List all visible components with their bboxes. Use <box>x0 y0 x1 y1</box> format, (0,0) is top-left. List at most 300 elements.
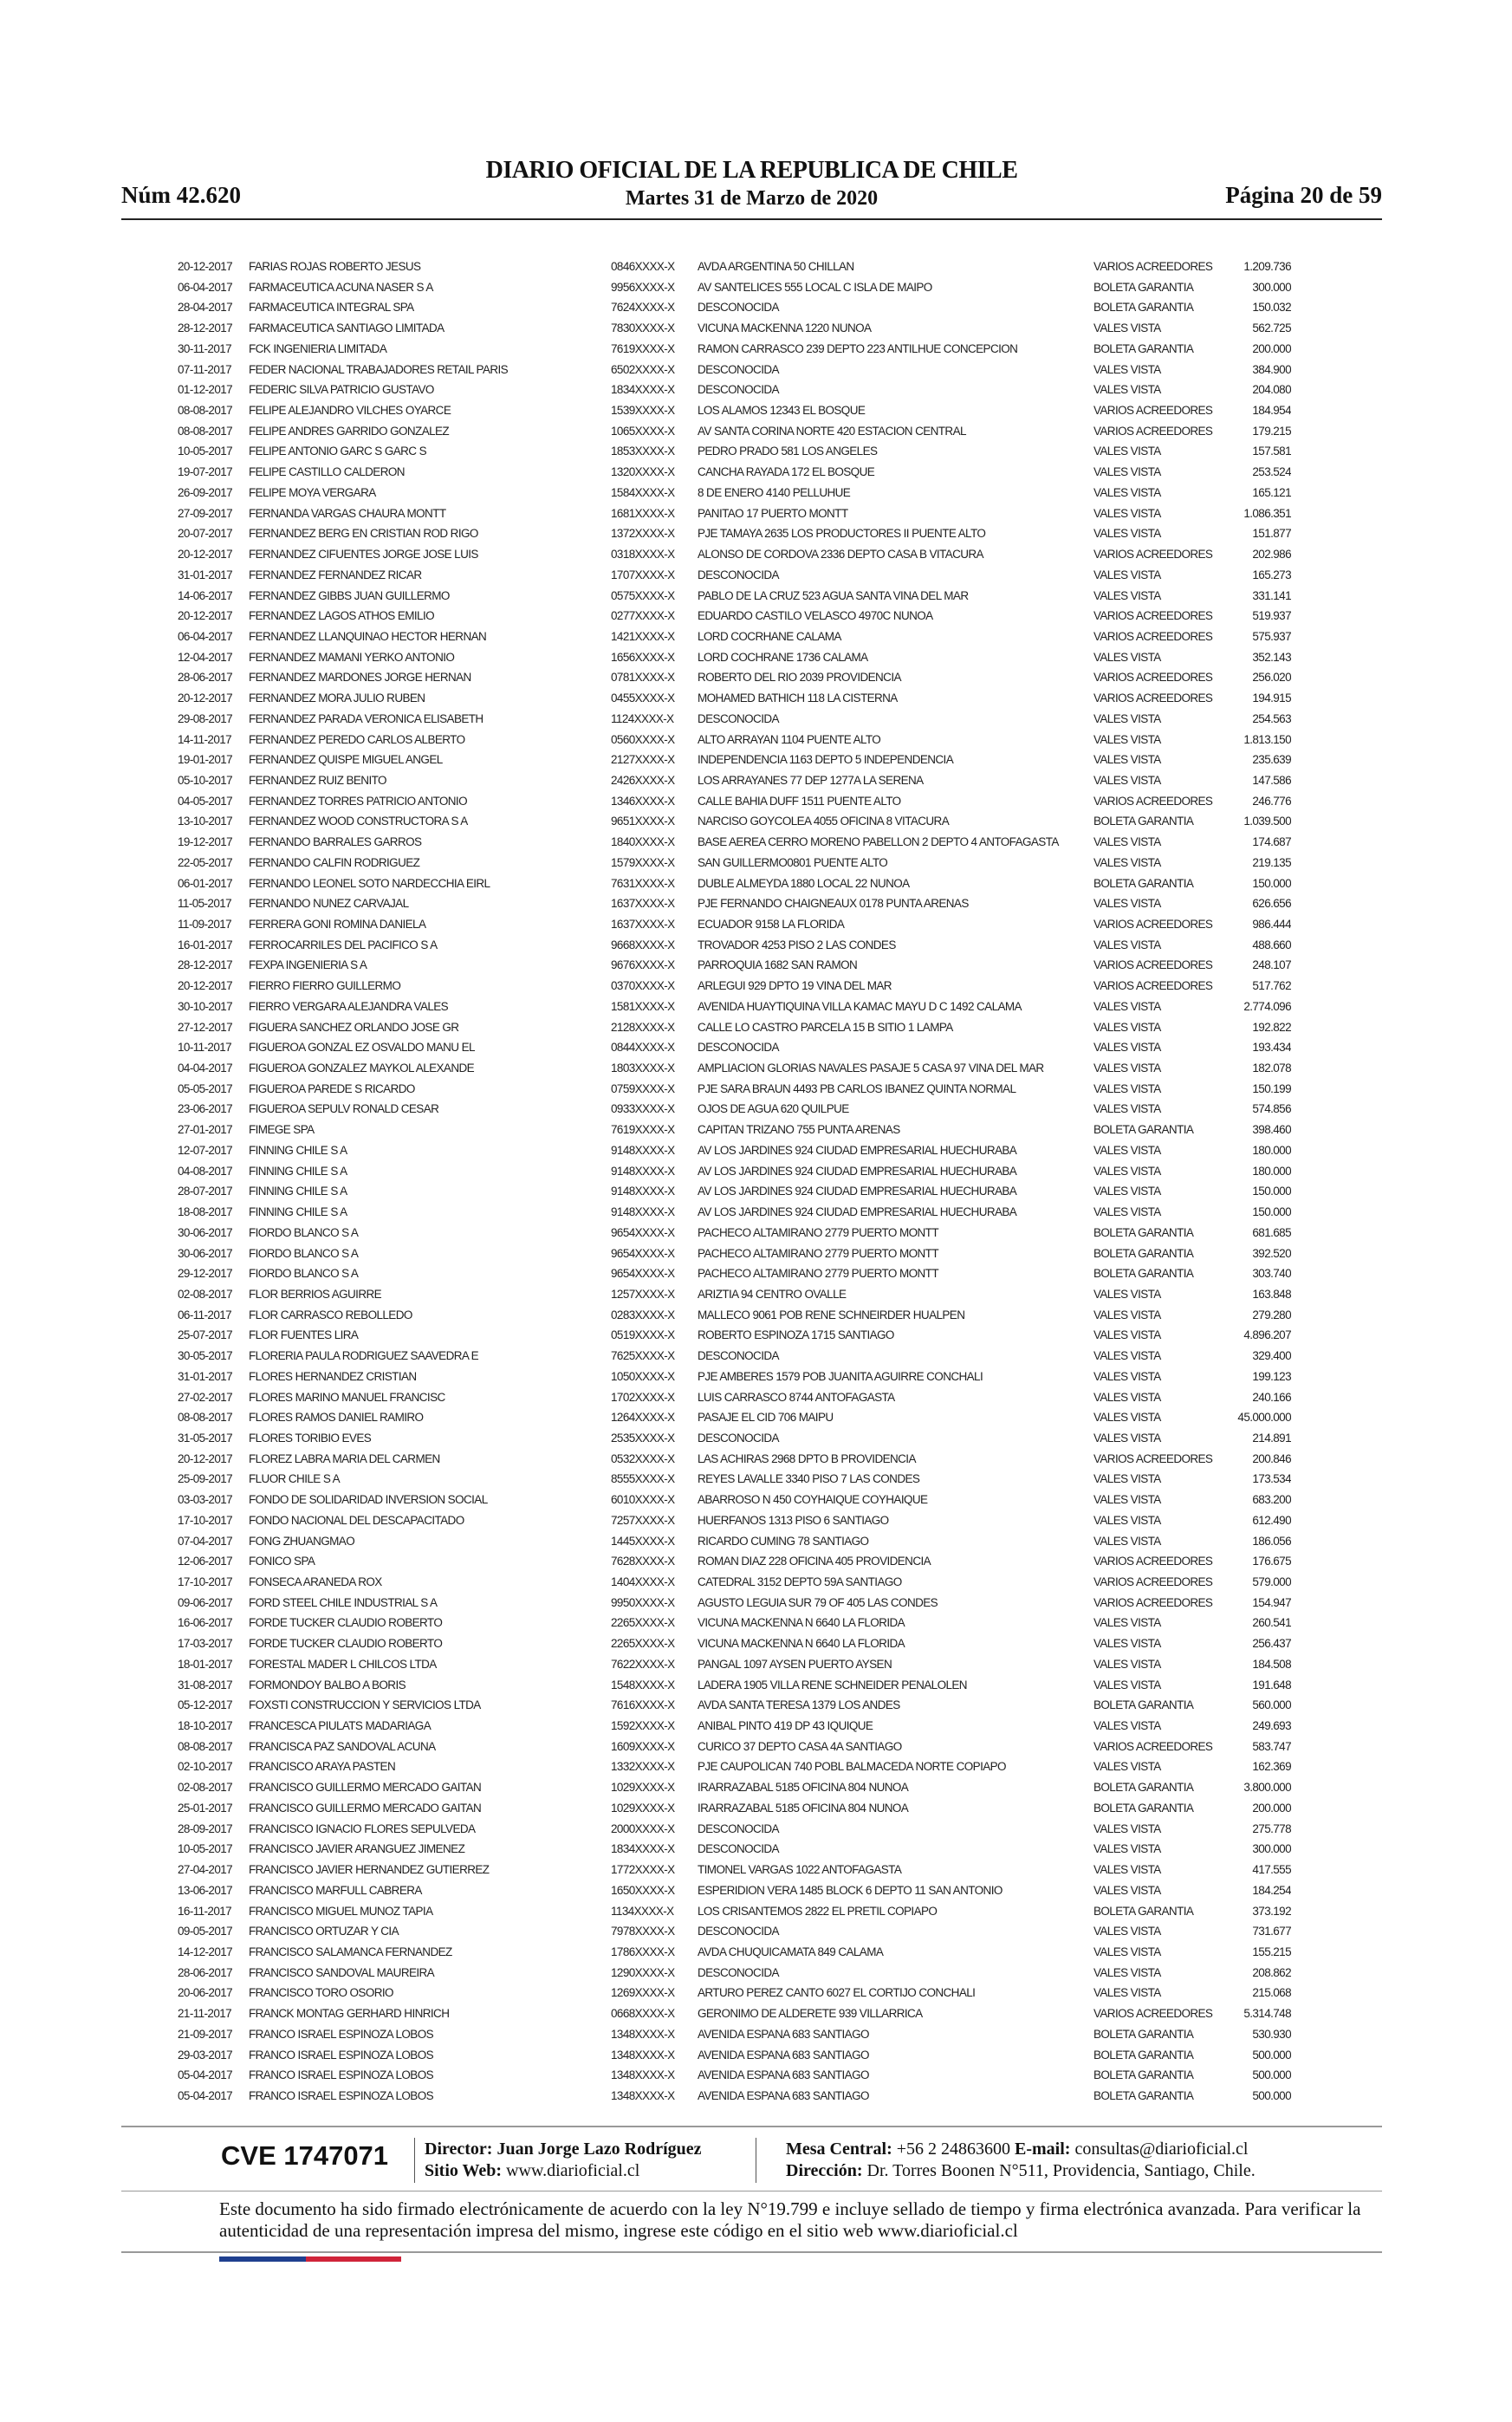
row-rut: 1637XXXX-X <box>611 918 675 931</box>
row-rut: 7628XXXX-X <box>611 1555 675 1568</box>
row-address: CALLE LO CASTRO PARCELA 15 B SITIO 1 LAMPA <box>698 1020 953 1034</box>
row-type: VALES VISTA <box>1093 1411 1161 1425</box>
row-address: MALLECO 9061 POB RENE SCHNEIRDER HUALPEN <box>698 1308 965 1321</box>
row-amount: 191.648 <box>1252 1678 1291 1692</box>
row-type: VALES VISTA <box>1093 1205 1161 1219</box>
row-address: VICUNA MACKENNA 1220 NUNOA <box>698 321 872 335</box>
row-rut: 9654XXXX-X <box>611 1267 675 1281</box>
row-rut: 1656XXXX-X <box>611 650 675 664</box>
row-name: FRANCISCO SANDOVAL MAUREIRA <box>249 1965 435 1979</box>
row-name: FLOR CARRASCO REBOLLEDO <box>249 1308 412 1321</box>
row-address: MOHAMED BATHICH 118 LA CISTERNA <box>698 692 898 705</box>
row-date: 19-07-2017 <box>178 465 233 479</box>
row-address: AV LOS JARDINES 924 CIUDAD EMPRESARIAL HUECHURABA <box>698 1164 1017 1178</box>
row-amount: 253.524 <box>1252 465 1291 479</box>
table-row <box>173 709 1291 730</box>
row-date: 02-08-2017 <box>178 1781 233 1795</box>
row-type: VALES VISTA <box>1093 897 1161 911</box>
row-date: 16-01-2017 <box>178 938 233 951</box>
row-address: LADERA 1905 VILLA RENE SCHNEIDER PENALOLEN <box>698 1678 967 1692</box>
website-link[interactable]: www.diarioficial.cl <box>506 2161 640 2180</box>
page-header <box>121 156 1382 217</box>
row-address: PJE CAUPOLICAN 740 POBL BALMACEDA NORTE COPIAPO <box>698 1760 1006 1774</box>
row-name: FARIAS ROJAS ROBERTO JESUS <box>249 260 421 273</box>
row-address: ROBERTO DEL RIO 2039 PROVIDENCIA <box>698 671 901 685</box>
row-rut: 1257XXXX-X <box>611 1287 675 1301</box>
row-name: FERNANDO NUNEZ CARVAJAL <box>249 897 409 911</box>
row-type: VALES VISTA <box>1093 999 1161 1013</box>
table-row <box>173 1490 1291 1510</box>
table-row <box>173 297 1291 318</box>
row-type: BOLETA GARANTIA <box>1093 301 1194 315</box>
row-date: 04-08-2017 <box>178 1164 233 1178</box>
row-rut: 0283XXXX-X <box>611 1308 675 1321</box>
row-name: FIGUEROA PAREDE S RICARDO <box>249 1081 415 1095</box>
row-type: VALES VISTA <box>1093 773 1161 787</box>
row-address: PJE TAMAYA 2635 LOS PRODUCTORES II PUENTE ALTO <box>698 527 986 541</box>
row-name: FELIPE ANTONIO GARC S GARC S <box>249 445 427 458</box>
table-row <box>173 1777 1291 1798</box>
row-amount: 184.254 <box>1252 1883 1291 1897</box>
row-amount: 329.400 <box>1252 1349 1291 1363</box>
row-amount: 165.121 <box>1252 485 1291 499</box>
table-row <box>173 1983 1291 2003</box>
publication-title: DIARIO OFICIAL DE LA REPUBLICA DE CHILE <box>485 157 1018 184</box>
row-rut: 9654XXXX-X <box>611 1246 675 1260</box>
row-name: FLOR BERRIOS AGUIRRE <box>249 1287 382 1301</box>
row-amount: 248.107 <box>1252 958 1291 972</box>
row-amount: 500.000 <box>1252 2048 1291 2062</box>
row-rut: 1134XXXX-X <box>611 1904 674 1918</box>
row-rut: 2535XXXX-X <box>611 1431 675 1445</box>
row-type: VALES VISTA <box>1093 1062 1161 1075</box>
row-date: 12-07-2017 <box>178 1143 233 1157</box>
email-link[interactable]: consultas@diarioficial.cl <box>1074 2140 1249 2159</box>
row-name: FIGUEROA GONZALEZ MAYKOL ALEXANDE <box>249 1062 475 1075</box>
row-name: FRANCO ISRAEL ESPINOZA LOBOS <box>249 2027 434 2041</box>
table-row <box>173 1737 1291 1757</box>
row-date: 25-07-2017 <box>178 1328 233 1342</box>
row-type: VALES VISTA <box>1093 1925 1161 1938</box>
row-address: DESCONOCIDA <box>698 1842 779 1856</box>
row-address: TROVADOR 4253 PISO 2 LAS CONDES <box>698 938 896 951</box>
table-row <box>173 1942 1291 1963</box>
row-rut: 2426XXXX-X <box>611 773 675 787</box>
row-name: FONG ZHUANGMAO <box>249 1534 355 1548</box>
table-row <box>173 1202 1291 1223</box>
row-rut: 7257XXXX-X <box>611 1513 675 1527</box>
row-address: REYES LAVALLE 3340 PISO 7 LAS CONDES <box>698 1472 920 1486</box>
row-type: VALES VISTA <box>1093 835 1161 849</box>
row-type: VARIOS ACREEDORES <box>1093 424 1213 438</box>
row-address: DESCONOCIDA <box>698 568 779 581</box>
row-date: 14-06-2017 <box>178 588 233 602</box>
row-address: AVDA SANTA TERESA 1379 LOS ANDES <box>698 1698 900 1712</box>
row-name: FERNANDO CALFIN RODRIGUEZ <box>249 855 420 869</box>
row-address: DESCONOCIDA <box>698 1821 779 1835</box>
row-name: FARMACEUTICA INTEGRAL SPA <box>249 301 414 315</box>
masthead <box>121 156 1382 211</box>
row-amount: 147.586 <box>1252 773 1291 787</box>
row-rut: 1548XXXX-X <box>611 1678 675 1692</box>
row-rut: 1124XXXX-X <box>611 711 674 725</box>
table-row <box>173 360 1291 380</box>
row-date: 21-09-2017 <box>178 2027 233 2041</box>
row-type: BOLETA GARANTIA <box>1093 1225 1194 1239</box>
row-type: VALES VISTA <box>1093 1164 1161 1178</box>
row-address: AVENIDA ESPANA 683 SANTIAGO <box>698 2048 869 2062</box>
row-date: 14-11-2017 <box>178 732 232 746</box>
table-row <box>173 1654 1291 1675</box>
row-address: PJE FERNANDO CHAIGNEAUX 0178 PUNTA ARENAS <box>698 897 969 911</box>
row-rut: 1269XXXX-X <box>611 1986 675 2000</box>
row-name: FONICO SPA <box>249 1555 315 1568</box>
table-row <box>173 421 1291 442</box>
row-date: 27-02-2017 <box>178 1390 233 1404</box>
row-name: FLORES MARINO MANUEL FRANCISC <box>249 1390 445 1404</box>
row-date: 18-08-2017 <box>178 1205 233 1219</box>
row-amount: 530.930 <box>1252 2027 1291 2041</box>
row-rut: 1853XXXX-X <box>611 445 675 458</box>
table-row <box>173 853 1291 873</box>
row-name: FCK INGENIERIA LIMITADA <box>249 341 387 355</box>
table-row <box>173 997 1291 1017</box>
row-name: FEXPA INGENIERIA S A <box>249 958 367 972</box>
table-row <box>173 791 1291 812</box>
table-row <box>173 483 1291 503</box>
row-type: VALES VISTA <box>1093 1657 1161 1671</box>
director-label: Director: <box>425 2140 493 2159</box>
table-row <box>173 2024 1291 2045</box>
row-date: 13-10-2017 <box>178 815 233 828</box>
row-address: PACHECO ALTAMIRANO 2779 PUERTO MONTT <box>698 1246 938 1260</box>
row-address: LOS ARRAYANES 77 DEP 1277A LA SERENA <box>698 773 924 787</box>
row-rut: 1029XXXX-X <box>611 1801 675 1815</box>
row-date: 28-04-2017 <box>178 301 233 315</box>
row-amount: 392.520 <box>1252 1246 1291 1260</box>
table-row <box>173 2045 1291 2066</box>
row-rut: 1637XXXX-X <box>611 897 675 911</box>
row-name: FRANCISCO GUILLERMO MERCADO GAITAN <box>249 1781 482 1795</box>
row-name: FLORES TORIBIO EVES <box>249 1431 372 1445</box>
row-address: AV LOS JARDINES 924 CIUDAD EMPRESARIAL HUECHURABA <box>698 1143 1017 1157</box>
row-amount: 214.891 <box>1252 1431 1291 1445</box>
table-row <box>173 1449 1291 1470</box>
row-name: FERNANDEZ PARADA VERONICA ELISABETH <box>249 711 483 725</box>
row-date: 27-04-2017 <box>178 1863 233 1877</box>
table-row <box>173 1572 1291 1593</box>
row-address: CAPITAN TRIZANO 755 PUNTA ARENAS <box>698 1123 900 1137</box>
table-row <box>173 2003 1291 2024</box>
records-table <box>173 256 1291 2107</box>
row-name: FIORDO BLANCO S A <box>249 1267 359 1281</box>
table-row <box>173 647 1291 668</box>
row-type: BOLETA GARANTIA <box>1093 1801 1194 1815</box>
row-address: ALONSO DE CORDOVA 2336 DEPTO CASA B VITACURA <box>698 548 983 562</box>
row-type: VALES VISTA <box>1093 1431 1161 1445</box>
row-name: FRANCISCO JAVIER HERNANDEZ GUTIERREZ <box>249 1863 490 1877</box>
table-row <box>173 400 1291 421</box>
row-address: ABARROSO N 450 COYHAIQUE COYHAIQUE <box>698 1493 928 1507</box>
row-date: 16-11-2017 <box>178 1904 232 1918</box>
row-type: VALES VISTA <box>1093 1986 1161 2000</box>
row-address: ARIZTIA 94 CENTRO OVALLE <box>698 1287 847 1301</box>
table-row <box>173 1695 1291 1716</box>
row-address: CANCHA RAYADA 172 EL BOSQUE <box>698 465 875 479</box>
row-address: DESCONOCIDA <box>698 711 779 725</box>
row-amount: 249.693 <box>1252 1719 1291 1733</box>
row-name: FERNANDEZ BERG EN CRISTIAN ROD RIGO <box>249 527 478 541</box>
row-address: LOS CRISANTEMOS 2822 EL PRETIL COPIAPO <box>698 1904 938 1918</box>
table-row <box>173 1716 1291 1737</box>
row-date: 19-01-2017 <box>178 753 233 767</box>
row-amount: 180.000 <box>1252 1143 1291 1157</box>
row-amount: 417.555 <box>1252 1863 1291 1877</box>
row-address: CURICO 37 DEPTO CASA 4A SANTIAGO <box>698 1739 902 1753</box>
row-type: VALES VISTA <box>1093 1863 1161 1877</box>
row-type: VARIOS ACREEDORES <box>1093 958 1213 972</box>
row-address: DESCONOCIDA <box>698 362 779 376</box>
footer-divider-top <box>121 2126 1382 2127</box>
row-name: FIGUEROA SEPULV RONALD CESAR <box>249 1102 439 1116</box>
row-rut: 0318XXXX-X <box>611 548 675 562</box>
row-address: ARLEGUI 929 DPTO 19 VINA DEL MAR <box>698 979 892 993</box>
row-address: AV SANTA CORINA NORTE 420 ESTACION CENTRAL <box>698 424 966 438</box>
row-amount: 254.563 <box>1252 711 1291 725</box>
row-amount: 150.000 <box>1252 1205 1291 1219</box>
footer-separator <box>414 2138 415 2183</box>
row-address: PACHECO ALTAMIRANO 2779 PUERTO MONTT <box>698 1225 938 1239</box>
table-row <box>173 256 1291 277</box>
row-date: 06-04-2017 <box>178 629 233 643</box>
row-date: 02-10-2017 <box>178 1760 233 1774</box>
row-type: VALES VISTA <box>1093 465 1161 479</box>
table-row <box>173 277 1291 298</box>
row-amount: 3.800.000 <box>1243 1781 1291 1795</box>
row-address: RAMON CARRASCO 239 DEPTO 223 ANTILHUE CONCEPCION <box>698 341 1018 355</box>
row-address: IRARRAZABAL 5185 OFICINA 804 NUNOA <box>698 1781 909 1795</box>
row-amount: 562.725 <box>1252 321 1291 335</box>
table-row <box>173 441 1291 462</box>
row-name: FINNING CHILE S A <box>249 1143 347 1157</box>
row-amount: 2.774.096 <box>1243 999 1291 1013</box>
row-date: 11-05-2017 <box>178 897 232 911</box>
row-address: PANITAO 17 PUERTO MONTT <box>698 506 848 520</box>
row-date: 21-11-2017 <box>178 2007 232 2021</box>
row-name: FINNING CHILE S A <box>249 1164 347 1178</box>
row-rut: 6010XXXX-X <box>611 1493 675 1507</box>
row-type: VALES VISTA <box>1093 1185 1161 1198</box>
row-amount: 626.656 <box>1252 897 1291 911</box>
row-type: BOLETA GARANTIA <box>1093 1246 1194 1260</box>
row-date: 29-12-2017 <box>178 1267 233 1281</box>
row-amount: 173.534 <box>1252 1472 1291 1486</box>
row-date: 08-08-2017 <box>178 1411 233 1425</box>
row-address: AVENIDA ESPANA 683 SANTIAGO <box>698 2068 869 2082</box>
row-date: 30-06-2017 <box>178 1246 233 1260</box>
row-type: VALES VISTA <box>1093 711 1161 725</box>
row-amount: 202.986 <box>1252 548 1291 562</box>
row-rut: 2265XXXX-X <box>611 1616 675 1630</box>
row-rut: 9651XXXX-X <box>611 815 675 828</box>
row-type: VALES VISTA <box>1093 362 1161 376</box>
row-name: FERNANDEZ RUIZ BENITO <box>249 773 386 787</box>
row-address: AV LOS JARDINES 924 CIUDAD EMPRESARIAL HUECHURABA <box>698 1205 1017 1219</box>
row-rut: 7624XXXX-X <box>611 301 675 315</box>
row-name: FLORES HERNANDEZ CRISTIAN <box>249 1369 417 1383</box>
row-amount: 260.541 <box>1252 1616 1291 1630</box>
row-amount: 192.822 <box>1252 1020 1291 1034</box>
row-date: 09-06-2017 <box>178 1595 233 1609</box>
row-name: FLORES RAMOS DANIEL RAMIRO <box>249 1411 424 1425</box>
row-date: 03-03-2017 <box>178 1493 233 1507</box>
row-rut: 9654XXXX-X <box>611 1225 675 1239</box>
row-address: AMPLIACION GLORIAS NAVALES PASAJE 5 CASA 97 VINA DEL MAR <box>698 1062 1044 1075</box>
row-name: FARMACEUTICA ACUNA NASER S A <box>249 280 433 294</box>
row-type: VARIOS ACREEDORES <box>1093 1451 1213 1465</box>
table-row <box>173 730 1291 750</box>
table-row <box>173 503 1291 524</box>
row-address: ALTO ARRAYAN 1104 PUENTE ALTO <box>698 732 881 746</box>
table-row <box>173 1305 1291 1326</box>
row-amount: 204.080 <box>1252 383 1291 397</box>
row-type: VALES VISTA <box>1093 1945 1161 1958</box>
row-amount: 256.020 <box>1252 671 1291 685</box>
row-rut: 6502XXXX-X <box>611 362 675 376</box>
row-address: CALLE BAHIA DUFF 1511 PUENTE ALTO <box>698 794 901 808</box>
row-address: PASAJE EL CID 706 MAIPU <box>698 1411 834 1425</box>
row-address: PEDRO PRADO 581 LOS ANGELES <box>698 445 878 458</box>
row-date: 05-12-2017 <box>178 1698 233 1712</box>
row-amount: 176.675 <box>1252 1555 1291 1568</box>
row-type: BOLETA GARANTIA <box>1093 1904 1194 1918</box>
row-type: VARIOS ACREEDORES <box>1093 1739 1213 1753</box>
row-type: BOLETA GARANTIA <box>1093 280 1194 294</box>
row-name: FRANCISCO MARFULL CABRERA <box>249 1883 422 1897</box>
row-date: 09-05-2017 <box>178 1925 233 1938</box>
row-name: FELIPE CASTILLO CALDERON <box>249 465 405 479</box>
row-name: FARMACEUTICA SANTIAGO LIMITADA <box>249 321 445 335</box>
row-type: VALES VISTA <box>1093 1821 1161 1835</box>
row-date: 30-05-2017 <box>178 1349 233 1363</box>
row-address: PJE SARA BRAUN 4493 PB CARLOS IBANEZ QUINTA NORMAL <box>698 1081 1016 1095</box>
row-type: VARIOS ACREEDORES <box>1093 692 1213 705</box>
table-row <box>173 914 1291 935</box>
table-row <box>173 1367 1291 1387</box>
row-rut: 1803XXXX-X <box>611 1062 675 1075</box>
row-address: IRARRAZABAL 5185 OFICINA 804 NUNOA <box>698 1801 909 1815</box>
row-address: LORD COCRHANE CALAMA <box>698 629 841 643</box>
row-type: VALES VISTA <box>1093 1842 1161 1856</box>
row-rut: 1320XXXX-X <box>611 465 675 479</box>
row-name: FIERRO VERGARA ALEJANDRA VALES <box>249 999 449 1013</box>
table-row <box>173 1798 1291 1819</box>
row-date: 20-06-2017 <box>178 1986 233 2000</box>
row-amount: 398.460 <box>1252 1123 1291 1137</box>
row-type: VALES VISTA <box>1093 1472 1161 1486</box>
row-type: VALES VISTA <box>1093 1287 1161 1301</box>
row-date: 20-07-2017 <box>178 527 233 541</box>
row-type: BOLETA GARANTIA <box>1093 2048 1194 2062</box>
table-row <box>173 1901 1291 1922</box>
row-type: VARIOS ACREEDORES <box>1093 794 1213 808</box>
row-name: FIORDO BLANCO S A <box>249 1246 359 1260</box>
row-amount: 184.954 <box>1252 404 1291 418</box>
row-date: 22-05-2017 <box>178 855 233 869</box>
table-row <box>173 606 1291 627</box>
row-type: VALES VISTA <box>1093 650 1161 664</box>
row-date: 28-12-2017 <box>178 958 233 972</box>
row-address: TIMONEL VARGAS 1022 ANTOFAGASTA <box>698 1863 902 1877</box>
row-address: EDUARDO CASTILO VELASCO 4970C NUNOA <box>698 609 933 623</box>
row-type: BOLETA GARANTIA <box>1093 1267 1194 1281</box>
table-row <box>173 1860 1291 1880</box>
row-rut: 0560XXXX-X <box>611 732 675 746</box>
row-amount: 300.000 <box>1252 1842 1291 1856</box>
table-row <box>173 1346 1291 1367</box>
row-name: FORDE TUCKER CLAUDIO ROBERTO <box>249 1637 443 1651</box>
table-row <box>173 1880 1291 1901</box>
row-amount: 45.000.000 <box>1237 1411 1291 1425</box>
row-amount: 240.166 <box>1252 1390 1291 1404</box>
row-amount: 5.314.748 <box>1243 2007 1291 2021</box>
row-amount: 500.000 <box>1252 2068 1291 2082</box>
row-amount: 681.685 <box>1252 1225 1291 1239</box>
row-date: 28-09-2017 <box>178 1821 233 1835</box>
row-rut: 1707XXXX-X <box>611 568 675 581</box>
row-name: FONSECA ARANEDA ROX <box>249 1575 382 1588</box>
row-address: DESCONOCIDA <box>698 1431 779 1445</box>
row-name: FRANCISCO IGNACIO FLORES SEPULVEDA <box>249 1821 476 1835</box>
row-type: VARIOS ACREEDORES <box>1093 918 1213 931</box>
row-amount: 235.639 <box>1252 753 1291 767</box>
row-amount: 275.778 <box>1252 1821 1291 1835</box>
table-row <box>173 462 1291 483</box>
row-rut: 0532XXXX-X <box>611 1451 675 1465</box>
row-address: VICUNA MACKENNA N 6640 LA FLORIDA <box>698 1637 905 1651</box>
row-rut: 0781XXXX-X <box>611 671 675 685</box>
row-date: 30-10-2017 <box>178 999 233 1013</box>
row-date: 30-11-2017 <box>178 341 232 355</box>
row-rut: 0575XXXX-X <box>611 588 675 602</box>
table-row <box>173 1407 1291 1428</box>
row-rut: 7631XXXX-X <box>611 876 675 890</box>
director-name: Juan Jorge Lazo Rodríguez <box>496 2140 702 2159</box>
row-date: 17-10-2017 <box>178 1575 233 1588</box>
row-amount: 1.039.500 <box>1243 815 1291 828</box>
row-date: 27-12-2017 <box>178 1020 233 1034</box>
row-address: DESCONOCIDA <box>698 1041 779 1055</box>
row-date: 28-12-2017 <box>178 321 233 335</box>
row-amount: 579.000 <box>1252 1575 1291 1588</box>
row-rut: 0519XXXX-X <box>611 1328 675 1342</box>
row-address: LORD COCHRANE 1736 CALAMA <box>698 650 868 664</box>
row-address: GERONIMO DE ALDERETE 939 VILLARRICA <box>698 2007 923 2021</box>
row-type: VALES VISTA <box>1093 1678 1161 1692</box>
row-rut: 1650XXXX-X <box>611 1883 675 1897</box>
row-amount: 986.444 <box>1252 918 1291 931</box>
row-name: FELIPE ANDRES GARRIDO GONZALEZ <box>249 424 450 438</box>
row-type: VALES VISTA <box>1093 1308 1161 1321</box>
table-row <box>173 688 1291 709</box>
row-amount: 612.490 <box>1252 1513 1291 1527</box>
flag-stripe-blue <box>219 2256 306 2262</box>
row-name: FERROCARRILES DEL PACIFICO S A <box>249 938 438 951</box>
row-date: 05-05-2017 <box>178 1081 233 1095</box>
row-type: VALES VISTA <box>1093 732 1161 746</box>
row-rut: 1840XXXX-X <box>611 835 675 849</box>
row-date: 28-07-2017 <box>178 1185 233 1198</box>
